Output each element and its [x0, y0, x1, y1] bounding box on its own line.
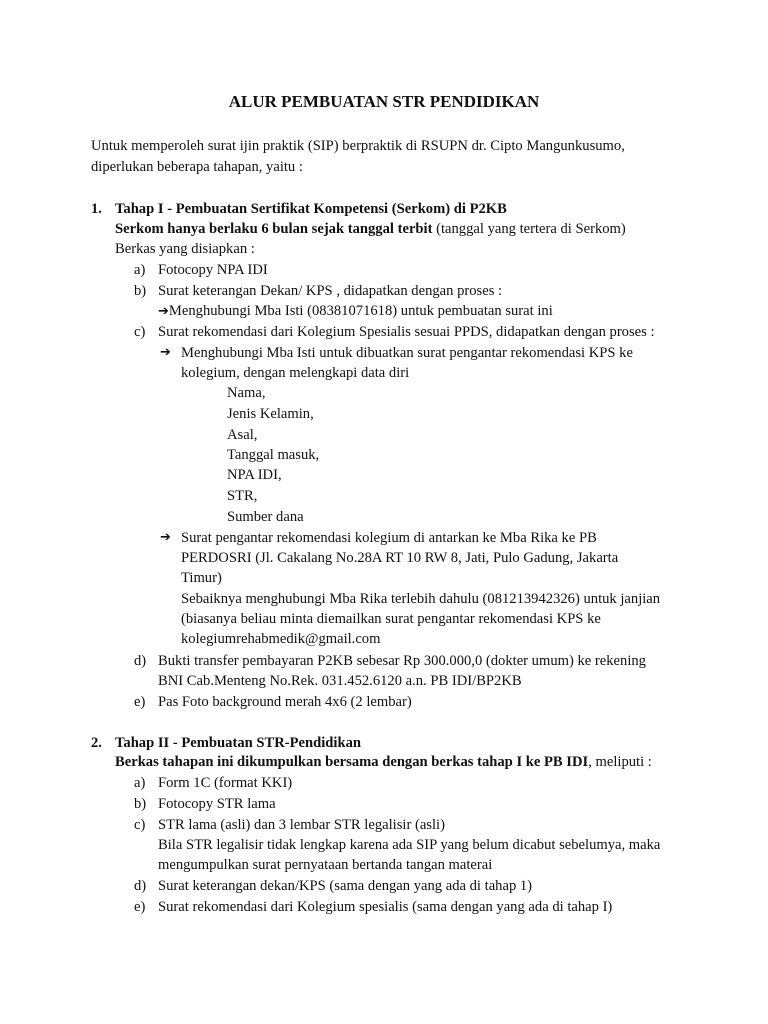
stage1-c-sub2-line-5: (biasanya beliau minta diemailkan surat pengantar rekomendasi KPS ke: [181, 611, 601, 627]
stage1-item-e-letter: e): [134, 694, 146, 710]
stage2-item-e-letter: e): [134, 899, 146, 915]
stage1-files-label: Berkas yang disiapkan :: [115, 241, 255, 257]
stage2-number: 2.: [91, 735, 102, 751]
document-title: ALUR PEMBUATAN STR PENDIDIKAN: [228, 92, 540, 111]
data-field-str: STR,: [227, 488, 258, 504]
data-field-jenis-kelamin: Jenis Kelamin,: [227, 406, 314, 422]
stage1-number: 1.: [91, 201, 102, 217]
stage2-heading: Tahap II - Pembuatan STR-Pendidikan: [115, 735, 362, 751]
stage2-item-c: STR lama (asli) dan 3 lembar STR legalisir (asli): [158, 817, 445, 833]
stage1-item-d-line-1: Bukti transfer pembayaran P2KB sebesar Rp 300.000,0 (dokter umum) ke rekening: [158, 653, 646, 669]
stage1-note-rest: (tanggal yang tertera di Serkom): [432, 221, 626, 237]
stage1-item-d-letter: d): [134, 653, 147, 669]
stage1-item-b-sub-text: Menghubungi Mba Isti (08381071618) untuk pembuatan surat ini: [168, 303, 553, 319]
stage1-c-sub2-line-1: Surat pengantar rekomendasi kolegium di antarkan ke Mba Rika ke PB: [181, 530, 597, 546]
stage2-item-d: Surat keterangan dekan/KPS (sama dengan yang ada di tahap 1): [158, 878, 533, 894]
stage2-c-sub-line-2: mengumpulkan surat pernyataan bertanda tangan materai: [158, 857, 493, 873]
stage1-note: [115, 219, 626, 239]
stage2-item-d-letter: d): [134, 878, 147, 894]
stage1-c-sub2-line-4: Sebaiknya menghubungi Mba Rika terlebih dahulu (081213942326) untuk janjian: [181, 591, 661, 607]
stage1-c-sub2-line-2: PERDOSRI (Jl. Cakalang No.28A RT 10 RW 8, Jati, Pulo Gadung, Jakarta: [181, 550, 619, 566]
stage2-item-a: Form 1C (format KKI): [158, 775, 293, 791]
stage1-item-b-letter: b): [134, 283, 147, 299]
stage2-c-sub-line-1: Bila STR legalisir tidak lengkap karena ada SIP yang belum dicabut sebelumya, maka: [158, 837, 661, 853]
stage2-note: [115, 752, 652, 772]
stage2-item-b: Fotocopy STR lama: [158, 796, 276, 812]
stage1-item-c-letter: c): [134, 324, 146, 340]
stage2-item-a-letter: a): [134, 775, 146, 791]
stage1-item-a-letter: a): [134, 262, 146, 278]
stage1-item-d-line-2: BNI Cab.Menteng No.Rek. 031.452.6120 a.n. PB IDI/BP2KB: [158, 673, 522, 689]
data-field-tanggal-masuk: Tanggal masuk,: [227, 447, 320, 463]
right-arrow-icon: ➔: [158, 304, 169, 319]
right-arrow-icon: ➔: [160, 530, 171, 545]
stage1-item-a: Fotocopy NPA IDI: [158, 262, 268, 278]
data-field-sumber-dana: Sumber dana: [227, 509, 304, 525]
intro-line-2: diperlukan beberapa tahapan, yaitu :: [91, 159, 303, 175]
stage2-item-b-letter: b): [134, 796, 147, 812]
stage1-item-c: Surat rekomendasi dari Kolegium Spesialis sesuai PPDS, didapatkan dengan proses :: [158, 324, 655, 340]
stage1-note-bold: Serkom hanya berlaku 6 bulan sejak tanggal terbit: [115, 221, 433, 237]
stage2-item-c-letter: c): [134, 817, 146, 833]
intro-line-1: Untuk memperoleh surat ijin praktik (SIP) berpraktik di RSUPN dr. Cipto Mangunkusumo,: [91, 138, 625, 154]
data-field-npa-idi: NPA IDI,: [227, 467, 282, 483]
stage1-c-sub1-line-2: kolegium, dengan melengkapi data diri: [181, 365, 410, 381]
stage1-item-e: Pas Foto background merah 4x6 (2 lembar): [158, 694, 412, 710]
data-field-nama: Nama,: [227, 385, 266, 401]
stage1-c-sub2-line-6: kolegiumrehabmedik@gmail.com: [181, 631, 381, 647]
right-arrow-icon: ➔: [160, 345, 171, 360]
stage1-item-b-sub: [158, 301, 553, 322]
stage1-heading: Tahap I - Pembuatan Sertifikat Kompetensi (Serkom) di P2KB: [115, 201, 507, 217]
stage1-c-sub2-line-3: Timur): [181, 570, 222, 586]
stage2-note-rest: , meliputi :: [588, 754, 652, 770]
data-field-asal: Asal,: [227, 427, 258, 443]
stage2-item-e: Surat rekomendasi dari Kolegium spesialis (sama dengan yang ada di tahap I): [158, 899, 613, 915]
stage1-item-b: Surat keterangan Dekan/ KPS , didapatkan dengan proses :: [158, 283, 503, 299]
stage2-note-bold: Berkas tahapan ini dikumpulkan bersama dengan berkas tahap I ke PB IDI: [115, 754, 589, 770]
stage1-c-sub1-line-1: Menghubungi Mba Isti untuk dibuatkan surat pengantar rekomendasi KPS ke: [181, 345, 633, 361]
